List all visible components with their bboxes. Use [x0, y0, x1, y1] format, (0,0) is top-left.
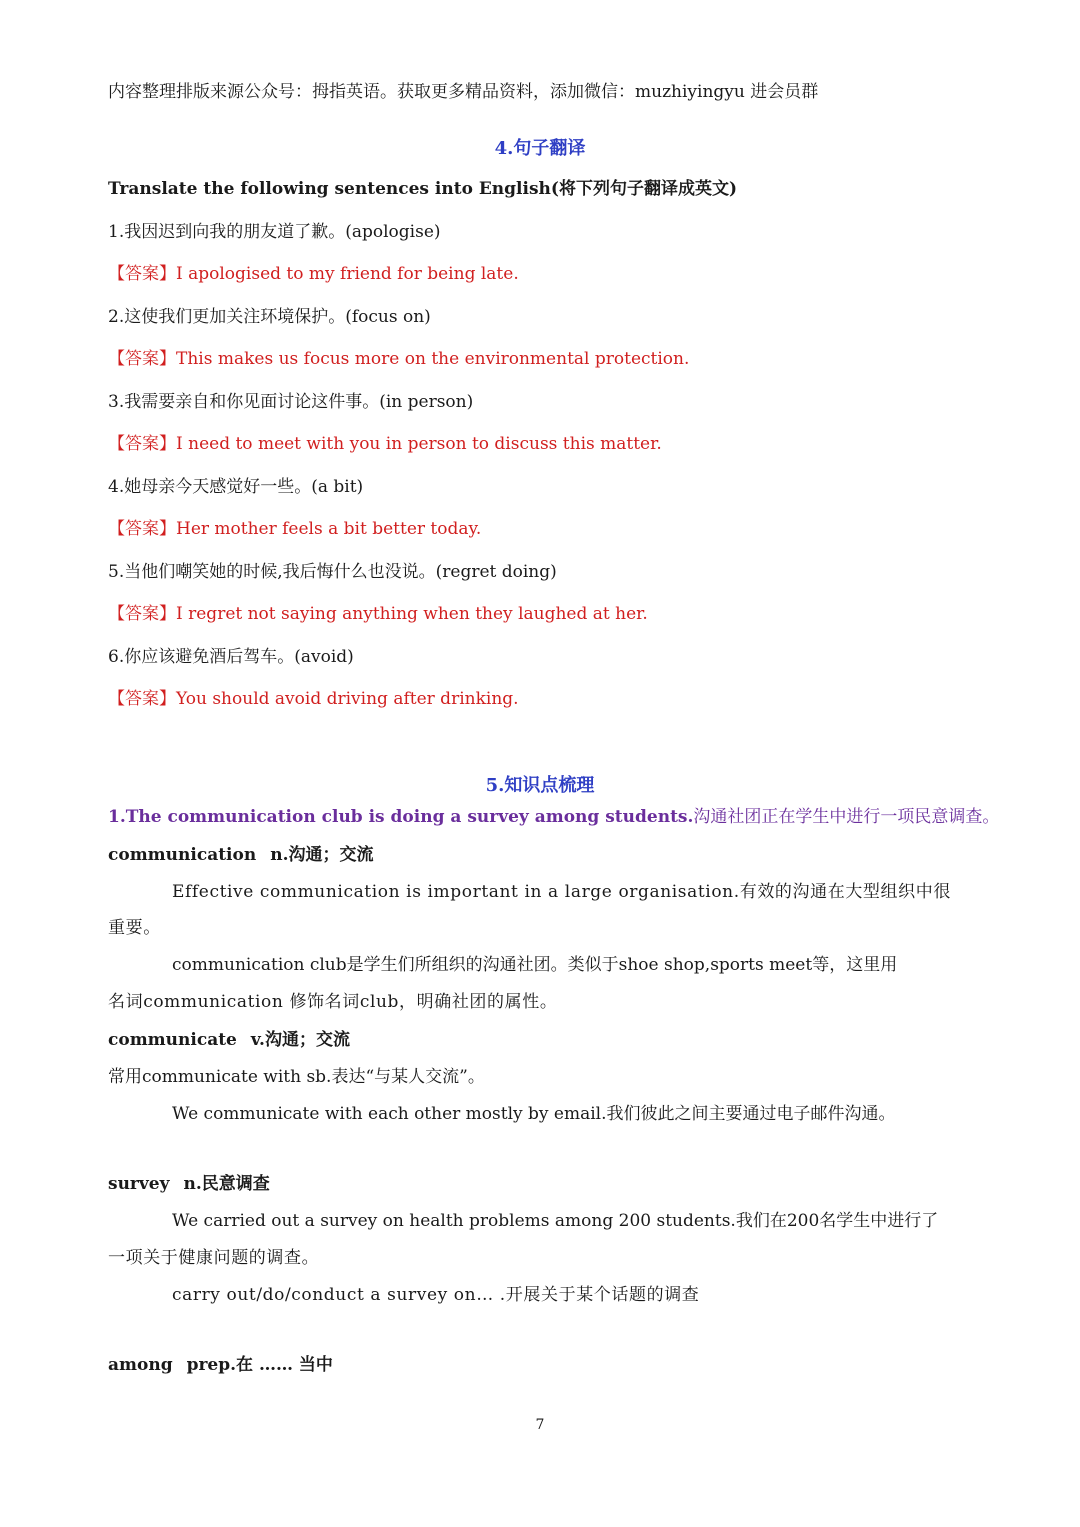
survey-example-line-2: 一项关于健康问题的调查。: [108, 1248, 320, 1268]
communication-note-line-1: communication club是学生们所组织的沟通社团。类似于shoe shop,sports meet等，这里用: [172, 955, 898, 975]
communication-note-line-2: 名词communication 修饰名词club，明确社团的属性。: [108, 992, 558, 1012]
answer-text: I need to meet with you in person to discuss this matter.: [176, 434, 662, 454]
header-note: 内容整理排版来源公众号：拇指英语。获取更多精品资料，添加微信：muzhiyingyu 进会员群: [108, 82, 819, 102]
answer-3: [108, 432, 662, 456]
term-communication: [108, 843, 374, 867]
survey-phrase: carry out/do/conduct a survey on… .开展关于某个话题的调查: [172, 1285, 700, 1305]
answer-tag: 【答案】: [108, 264, 176, 284]
term-definition: prep.在 …… 当中: [186, 1355, 333, 1375]
survey-example-line-1: We carried out a survey on health problems among 200 students.我们在200名学生中进行了: [172, 1211, 939, 1231]
term-definition: v.沟通；交流: [250, 1030, 350, 1050]
term-word: communicate: [108, 1030, 237, 1050]
question-4: 4.她母亲今天感觉好一些。(a bit): [108, 477, 364, 497]
communication-example-line-2: 重要。: [108, 918, 161, 938]
term-word: survey: [108, 1174, 170, 1194]
question-2: 2.这使我们更加关注环境保护。(focus on): [108, 307, 431, 327]
answer-tag: 【答案】: [108, 349, 176, 369]
term-communicate: [108, 1028, 350, 1052]
answer-text: Her mother feels a bit better today.: [176, 519, 482, 539]
answer-tag: 【答案】: [108, 519, 176, 539]
answer-text: You should avoid driving after drinking.: [176, 689, 519, 709]
term-definition: n.沟通；交流: [270, 845, 374, 865]
answer-1: [108, 262, 519, 286]
point-1-chinese: 沟通社团正在学生中进行一项民意调查。: [693, 807, 1000, 827]
answer-2: [108, 347, 689, 371]
term-definition: n.民意调查: [183, 1174, 270, 1194]
knowledge-point-1: [108, 805, 999, 829]
term-survey: [108, 1172, 270, 1196]
page-number: 7: [535, 1417, 545, 1433]
term-word: among: [108, 1355, 173, 1375]
communicate-usage: 常用communicate with sb.表达“与某人交流”。: [108, 1067, 485, 1087]
answer-tag: 【答案】: [108, 689, 176, 709]
section-5-title: 5.知识点梳理: [485, 775, 595, 796]
answer-6: [108, 687, 519, 711]
answer-tag: 【答案】: [108, 434, 176, 454]
question-1: 1.我因迟到向我的朋友道了歉。(apologise): [108, 222, 441, 242]
answer-tag: 【答案】: [108, 604, 176, 624]
term-among: [108, 1353, 333, 1377]
answer-text: I apologised to my friend for being late.: [176, 264, 519, 284]
term-word: communication: [108, 845, 257, 865]
answer-4: [108, 517, 481, 541]
question-3: 3.我需要亲自和你见面讨论这件事。(in person): [108, 392, 474, 412]
communication-example-line-1: Effective communication is important in a large organisation.有效的沟通在大型组织中很: [172, 882, 951, 902]
section-4-instruction: Translate the following sentences into English(将下列句子翻译成英文): [108, 179, 737, 199]
answer-5: [108, 602, 648, 626]
answer-text: I regret not saying anything when they laughed at her.: [176, 604, 648, 624]
answer-text: This makes us focus more on the environmental protection.: [176, 349, 690, 369]
point-1-english: 1.The communication club is doing a survey among students.: [108, 807, 694, 827]
communicate-example: We communicate with each other mostly by email.我们彼此之间主要通过电子邮件沟通。: [172, 1104, 896, 1124]
section-4-title: 4.句子翻译: [494, 138, 586, 159]
question-5: 5.当他们嘲笑她的时候,我后悔什么也没说。(regret doing): [108, 562, 557, 582]
question-6: 6.你应该避免酒后驾车。(avoid): [108, 647, 354, 667]
